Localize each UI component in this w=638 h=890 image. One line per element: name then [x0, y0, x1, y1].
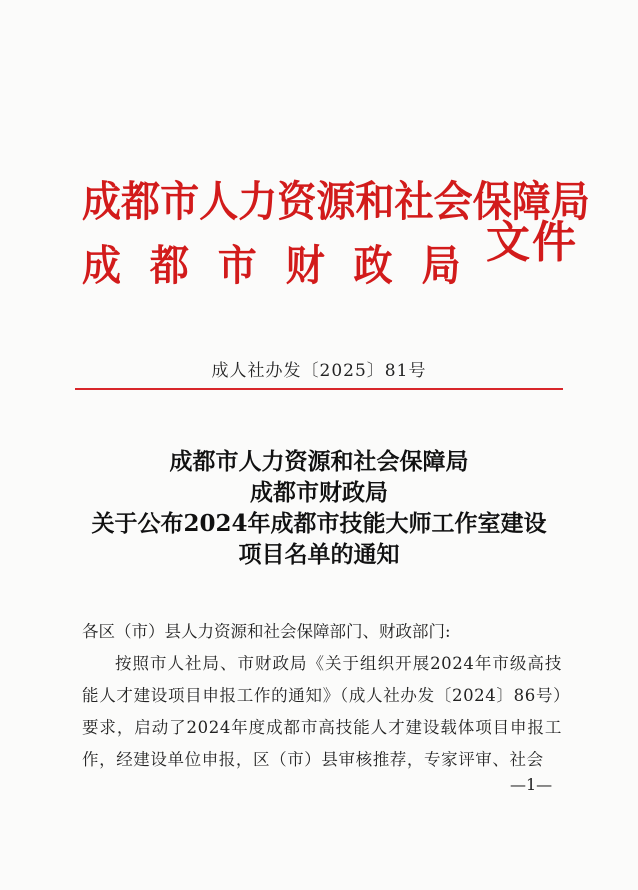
title-line-1: 成都市人力资源和社会保障局 [169, 448, 469, 475]
document-number: 成人社办发〔2025〕81号 [211, 361, 427, 381]
salutation: 各区（市）县人力资源和社会保障部门、财政部门: [82, 622, 451, 641]
title-line-3: 关于公布2024年成都市技能大师工作室建设 [91, 510, 547, 537]
document-type-label: 文件 [486, 217, 578, 268]
document-body [82, 616, 562, 776]
issuer-finance-bureau: 成都市财政局 [82, 241, 490, 290]
page-number: —1— [510, 775, 553, 794]
issuer-hr-bureau: 成都市人力资源和社会保障局 [82, 177, 590, 226]
red-divider-line [75, 388, 563, 390]
title-line-2: 成都市财政局 [250, 479, 388, 506]
title-line-4: 项目名单的通知 [238, 541, 400, 568]
body-paragraph: 按照市人社局、市财政局《关于组织开展2024年市级高技能人才建设项目申报工作的通知》（成人社办发〔2024〕86号）要求，启动了2024年度成都市高技能人才建设载体项目申报工作，经建设单位申报，区（市）县审核推荐，专家评审、社会 [82, 654, 562, 769]
document-title [0, 446, 638, 570]
